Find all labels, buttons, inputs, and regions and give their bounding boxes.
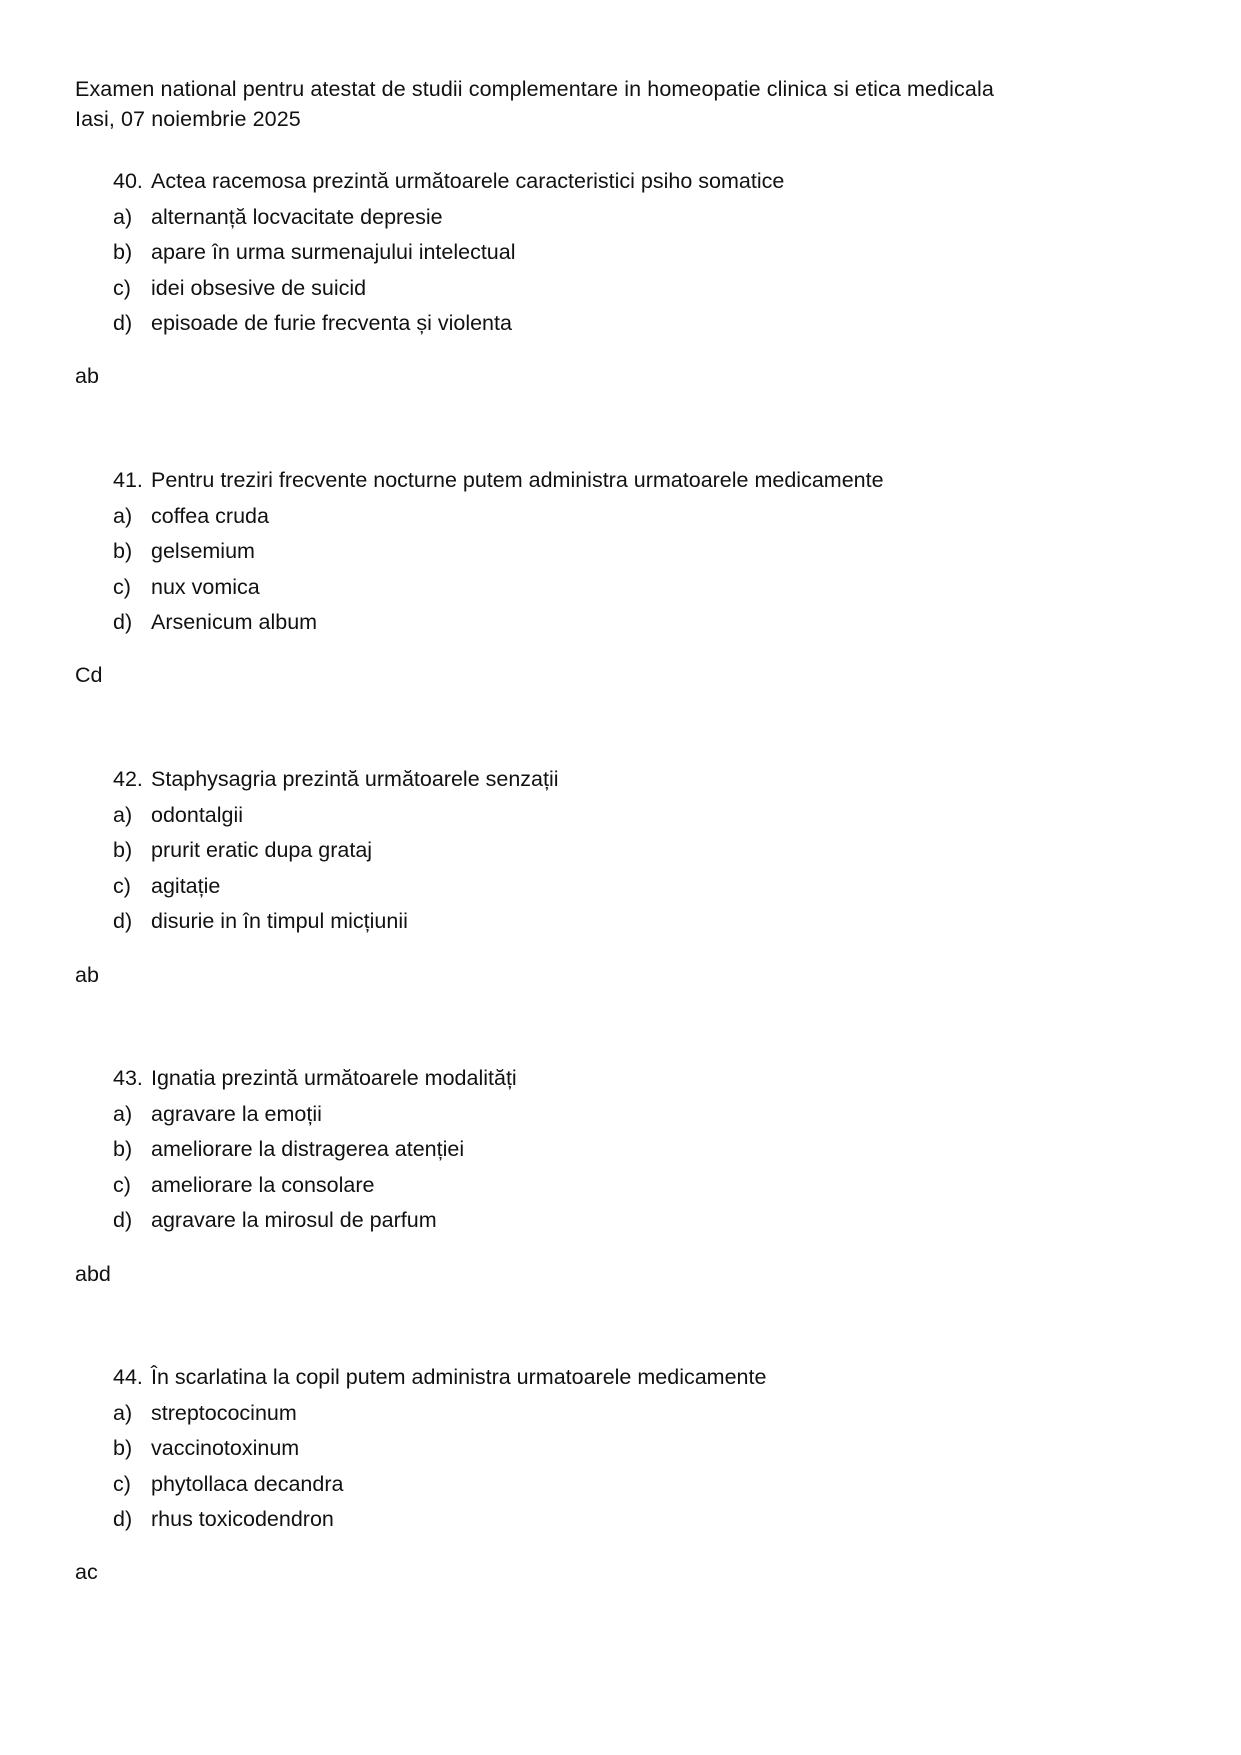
option-text: episoade de furie frecventa și violenta [151, 311, 512, 335]
option-letter: c) [113, 1471, 131, 1496]
option-letter: c) [113, 1172, 131, 1197]
question-number: 44. [113, 1365, 143, 1389]
option-text: disurie in în timpul micțiunii [151, 909, 408, 933]
option-letter: b) [113, 1137, 133, 1161]
option-d [113, 904, 559, 940]
option-letter: b) [113, 838, 133, 862]
option-text: streptococinum [151, 1400, 297, 1425]
option-c [113, 869, 559, 905]
option-text: vaccinotoxinum [151, 1436, 300, 1460]
option-text: nux vomica [151, 574, 260, 599]
answer-44: ac [75, 1560, 98, 1584]
option-a [113, 200, 784, 236]
option-letter: c) [113, 275, 131, 300]
option-text: rhus toxicodendron [151, 1507, 334, 1531]
option-text: ameliorare la consolare [151, 1172, 375, 1197]
question-number: 41. [113, 468, 143, 492]
answer-42: ab [75, 963, 99, 987]
option-text: agitație [151, 873, 221, 898]
question-text: Pentru treziri frecvente nocturne putem administra urmatoarele medicamente [151, 468, 884, 492]
document-header [75, 74, 994, 134]
option-a [113, 798, 559, 834]
option-letter: a) [113, 802, 133, 827]
question-title [113, 762, 559, 798]
question-number: 43. [113, 1066, 143, 1090]
question-40 [113, 164, 784, 342]
option-a [113, 499, 884, 535]
option-text: ameliorare la distragerea atenției [151, 1137, 465, 1161]
option-letter: c) [113, 873, 131, 898]
option-text: idei obsesive de suicid [151, 275, 367, 300]
question-number: 42. [113, 767, 143, 791]
option-c [113, 570, 884, 606]
exam-location-date: Iasi, 07 noiembrie 2025 [75, 107, 301, 131]
question-title [113, 1061, 517, 1097]
question-title [113, 164, 784, 200]
option-letter: b) [113, 539, 133, 563]
option-c [113, 1467, 766, 1503]
option-a [113, 1396, 766, 1432]
option-letter: d) [113, 909, 133, 933]
option-d [113, 1502, 766, 1538]
question-title [113, 463, 884, 499]
option-a [113, 1097, 517, 1133]
option-text: phytollaca decandra [151, 1471, 344, 1496]
option-text: alternanță locvacitate depresie [151, 204, 443, 229]
option-text: odontalgii [151, 802, 244, 827]
option-letter: b) [113, 1436, 133, 1460]
option-letter: d) [113, 1208, 133, 1232]
question-text: Actea racemosa prezintă următoarele caracteristici psiho somatice [151, 169, 785, 193]
question-42 [113, 762, 559, 940]
option-c [113, 1168, 517, 1204]
option-letter: a) [113, 1101, 133, 1126]
option-b [113, 235, 784, 271]
option-letter: d) [113, 1507, 133, 1531]
question-text: În scarlatina la copil putem administra urmatoarele medicamente [151, 1365, 767, 1389]
option-letter: c) [113, 574, 131, 599]
question-41 [113, 463, 884, 641]
option-b [113, 1132, 517, 1168]
question-text: Staphysagria prezintă următoarele senzații [151, 767, 559, 791]
option-letter: d) [113, 311, 133, 335]
option-letter: a) [113, 204, 133, 229]
question-number: 40. [113, 169, 143, 193]
answer-41: Cd [75, 663, 103, 687]
question-43 [113, 1061, 517, 1239]
answer-40: ab [75, 364, 99, 388]
option-letter: a) [113, 1400, 133, 1425]
option-letter: a) [113, 503, 133, 528]
option-text: gelsemium [151, 539, 255, 563]
option-text: agravare la emoții [151, 1101, 322, 1126]
option-c [113, 271, 784, 307]
option-text: agravare la mirosul de parfum [151, 1208, 437, 1232]
option-letter: b) [113, 240, 133, 264]
option-letter: d) [113, 610, 133, 634]
option-d [113, 306, 784, 342]
exam-title: Examen national pentru atestat de studii complementare in homeopatie clinica si etica medicala [75, 77, 994, 101]
option-text: prurit eratic dupa grataj [151, 838, 373, 862]
option-b [113, 833, 559, 869]
question-title [113, 1360, 766, 1396]
question-text: Ignatia prezintă următoarele modalități [151, 1066, 517, 1090]
option-text: Arsenicum album [151, 610, 318, 634]
question-44 [113, 1360, 766, 1538]
option-text: apare în urma surmenajului intelectual [151, 240, 516, 264]
option-d [113, 605, 884, 641]
answer-43: abd [75, 1262, 111, 1286]
option-d [113, 1203, 517, 1239]
option-text: coffea cruda [151, 503, 269, 528]
option-b [113, 534, 884, 570]
option-b [113, 1431, 766, 1467]
